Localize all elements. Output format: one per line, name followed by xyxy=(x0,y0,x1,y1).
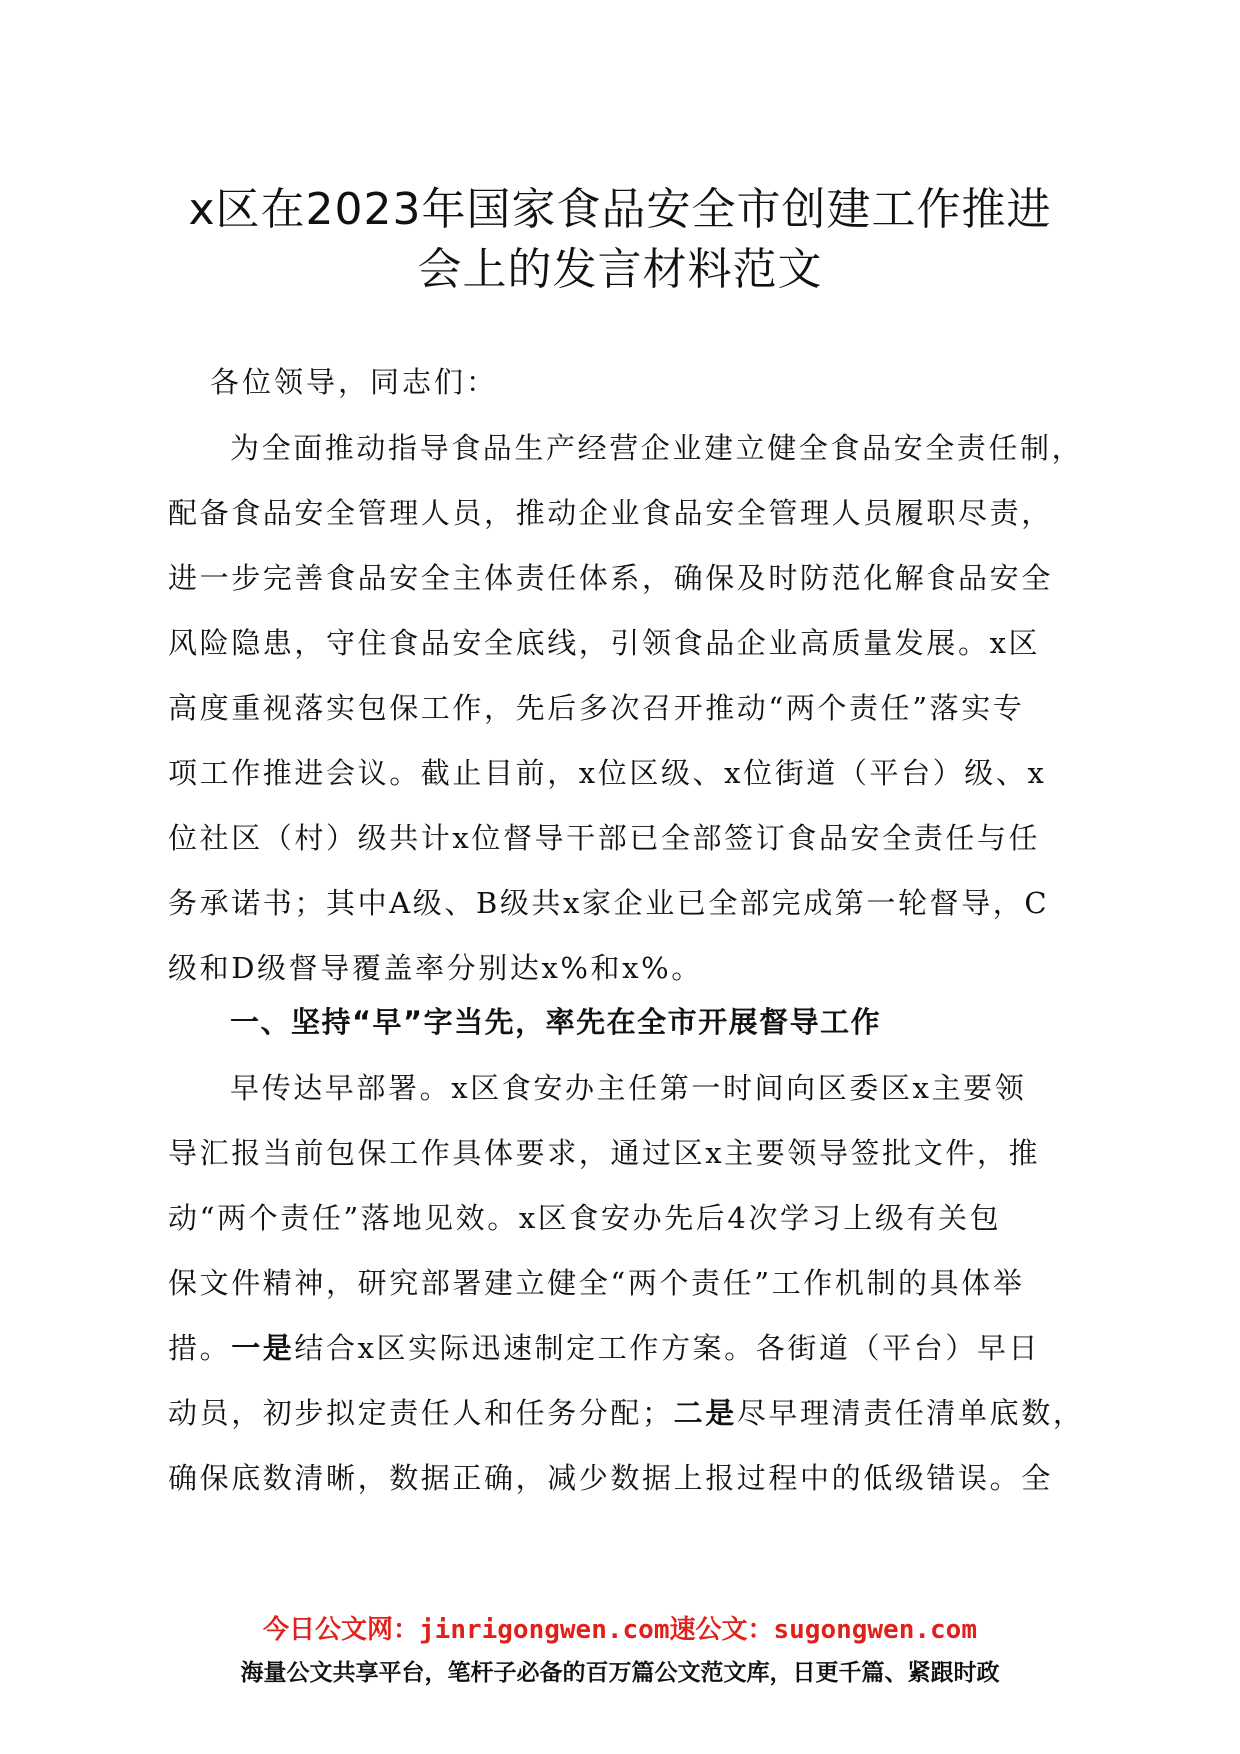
document-title-line-1: x区在2023年国家食品安全市创建工作推进 xyxy=(188,184,1052,235)
footer-brand-line xyxy=(0,1612,1240,1648)
paragraph-line: 务承诺书；其中A级、B级共x家企业已全部完成第一轮督导，C xyxy=(168,886,1050,920)
section-heading-1: 一、坚持“早”字当先，率先在全市开展督导工作 xyxy=(230,1005,882,1039)
paragraph-line: 位社区（村）级共计x位督导干部已全部签订食品安全责任与任 xyxy=(168,821,1041,855)
document-title-line-2: 会上的发言材料范文 xyxy=(417,244,823,295)
document-title xyxy=(140,180,1100,300)
paragraph-section-1 xyxy=(168,1056,1088,1511)
footer-site1-link[interactable]: jinrigongwen.com xyxy=(419,1615,670,1645)
footer-site2-link[interactable]: sugongwen.com xyxy=(773,1615,977,1645)
paragraph-line: 保文件精神，研究部署建立健全“两个责任”工作机制的具体举 xyxy=(168,1266,1025,1300)
paragraph-intro xyxy=(168,416,1088,1001)
paragraph-line: 风险隐患，守住食品安全底线，引领食品企业高质量发展。x区 xyxy=(168,626,1041,660)
text-run: 措。 xyxy=(168,1331,232,1365)
text-run: 尽早理清责任清单底数， xyxy=(736,1396,1085,1430)
footer-site1-name: 今日公文网： xyxy=(263,1615,420,1645)
paragraph-line: 早传达早部署。x区食安办主任第一时间向区委区x主要领 xyxy=(230,1071,1027,1105)
text-run: 结合x区实际迅速制定工作方案。各街道（平台）早日 xyxy=(294,1331,1041,1365)
paragraph-line: 确保底数清晰，数据正确，减少数据上报过程中的低级错误。全 xyxy=(168,1461,1053,1495)
paragraph-line: 导汇报当前包保工作具体要求，通过区x主要领导签批文件，推 xyxy=(168,1136,1041,1170)
paragraph-line: 动“两个责任”落地见效。x区食安办先后4次学习上级有关包 xyxy=(168,1201,1002,1235)
salutation: 各位领导，同志们： xyxy=(210,365,499,399)
paragraph-line: 项工作推进会议。截止目前，x位区级、x位街道（平台）级、x xyxy=(168,756,1047,790)
paragraph-line: 配备食品安全管理人员，推动企业食品安全管理人员履职尽责， xyxy=(168,496,1053,530)
emphasis-first: 一是 xyxy=(231,1331,295,1365)
footer-slogan: 海量公文共享平台，笔杆子必备的百万篇公文范文库，日更千篇、紧跟时政 xyxy=(240,1660,1000,1686)
paragraph-line xyxy=(168,1381,1088,1446)
text-run: 动员，初步拟定责任人和任务分配； xyxy=(168,1396,674,1430)
paragraph-line xyxy=(168,1316,1088,1381)
paragraph-line: 高度重视落实包保工作，先后多次召开推动“两个责任”落实专 xyxy=(168,691,1025,725)
paragraph-line: 级和D级督导覆盖率分别达x%和x%。 xyxy=(168,951,703,985)
emphasis-second: 二是 xyxy=(673,1396,737,1430)
paragraph-line: 为全面推动指导食品生产经营企业建立健全食品安全责任制， xyxy=(230,431,1084,465)
footer-site2-name: 速公文： xyxy=(669,1615,774,1645)
paragraph-line: 进一步完善食品安全主体责任体系，确保及时防范化解食品安全 xyxy=(168,561,1053,595)
